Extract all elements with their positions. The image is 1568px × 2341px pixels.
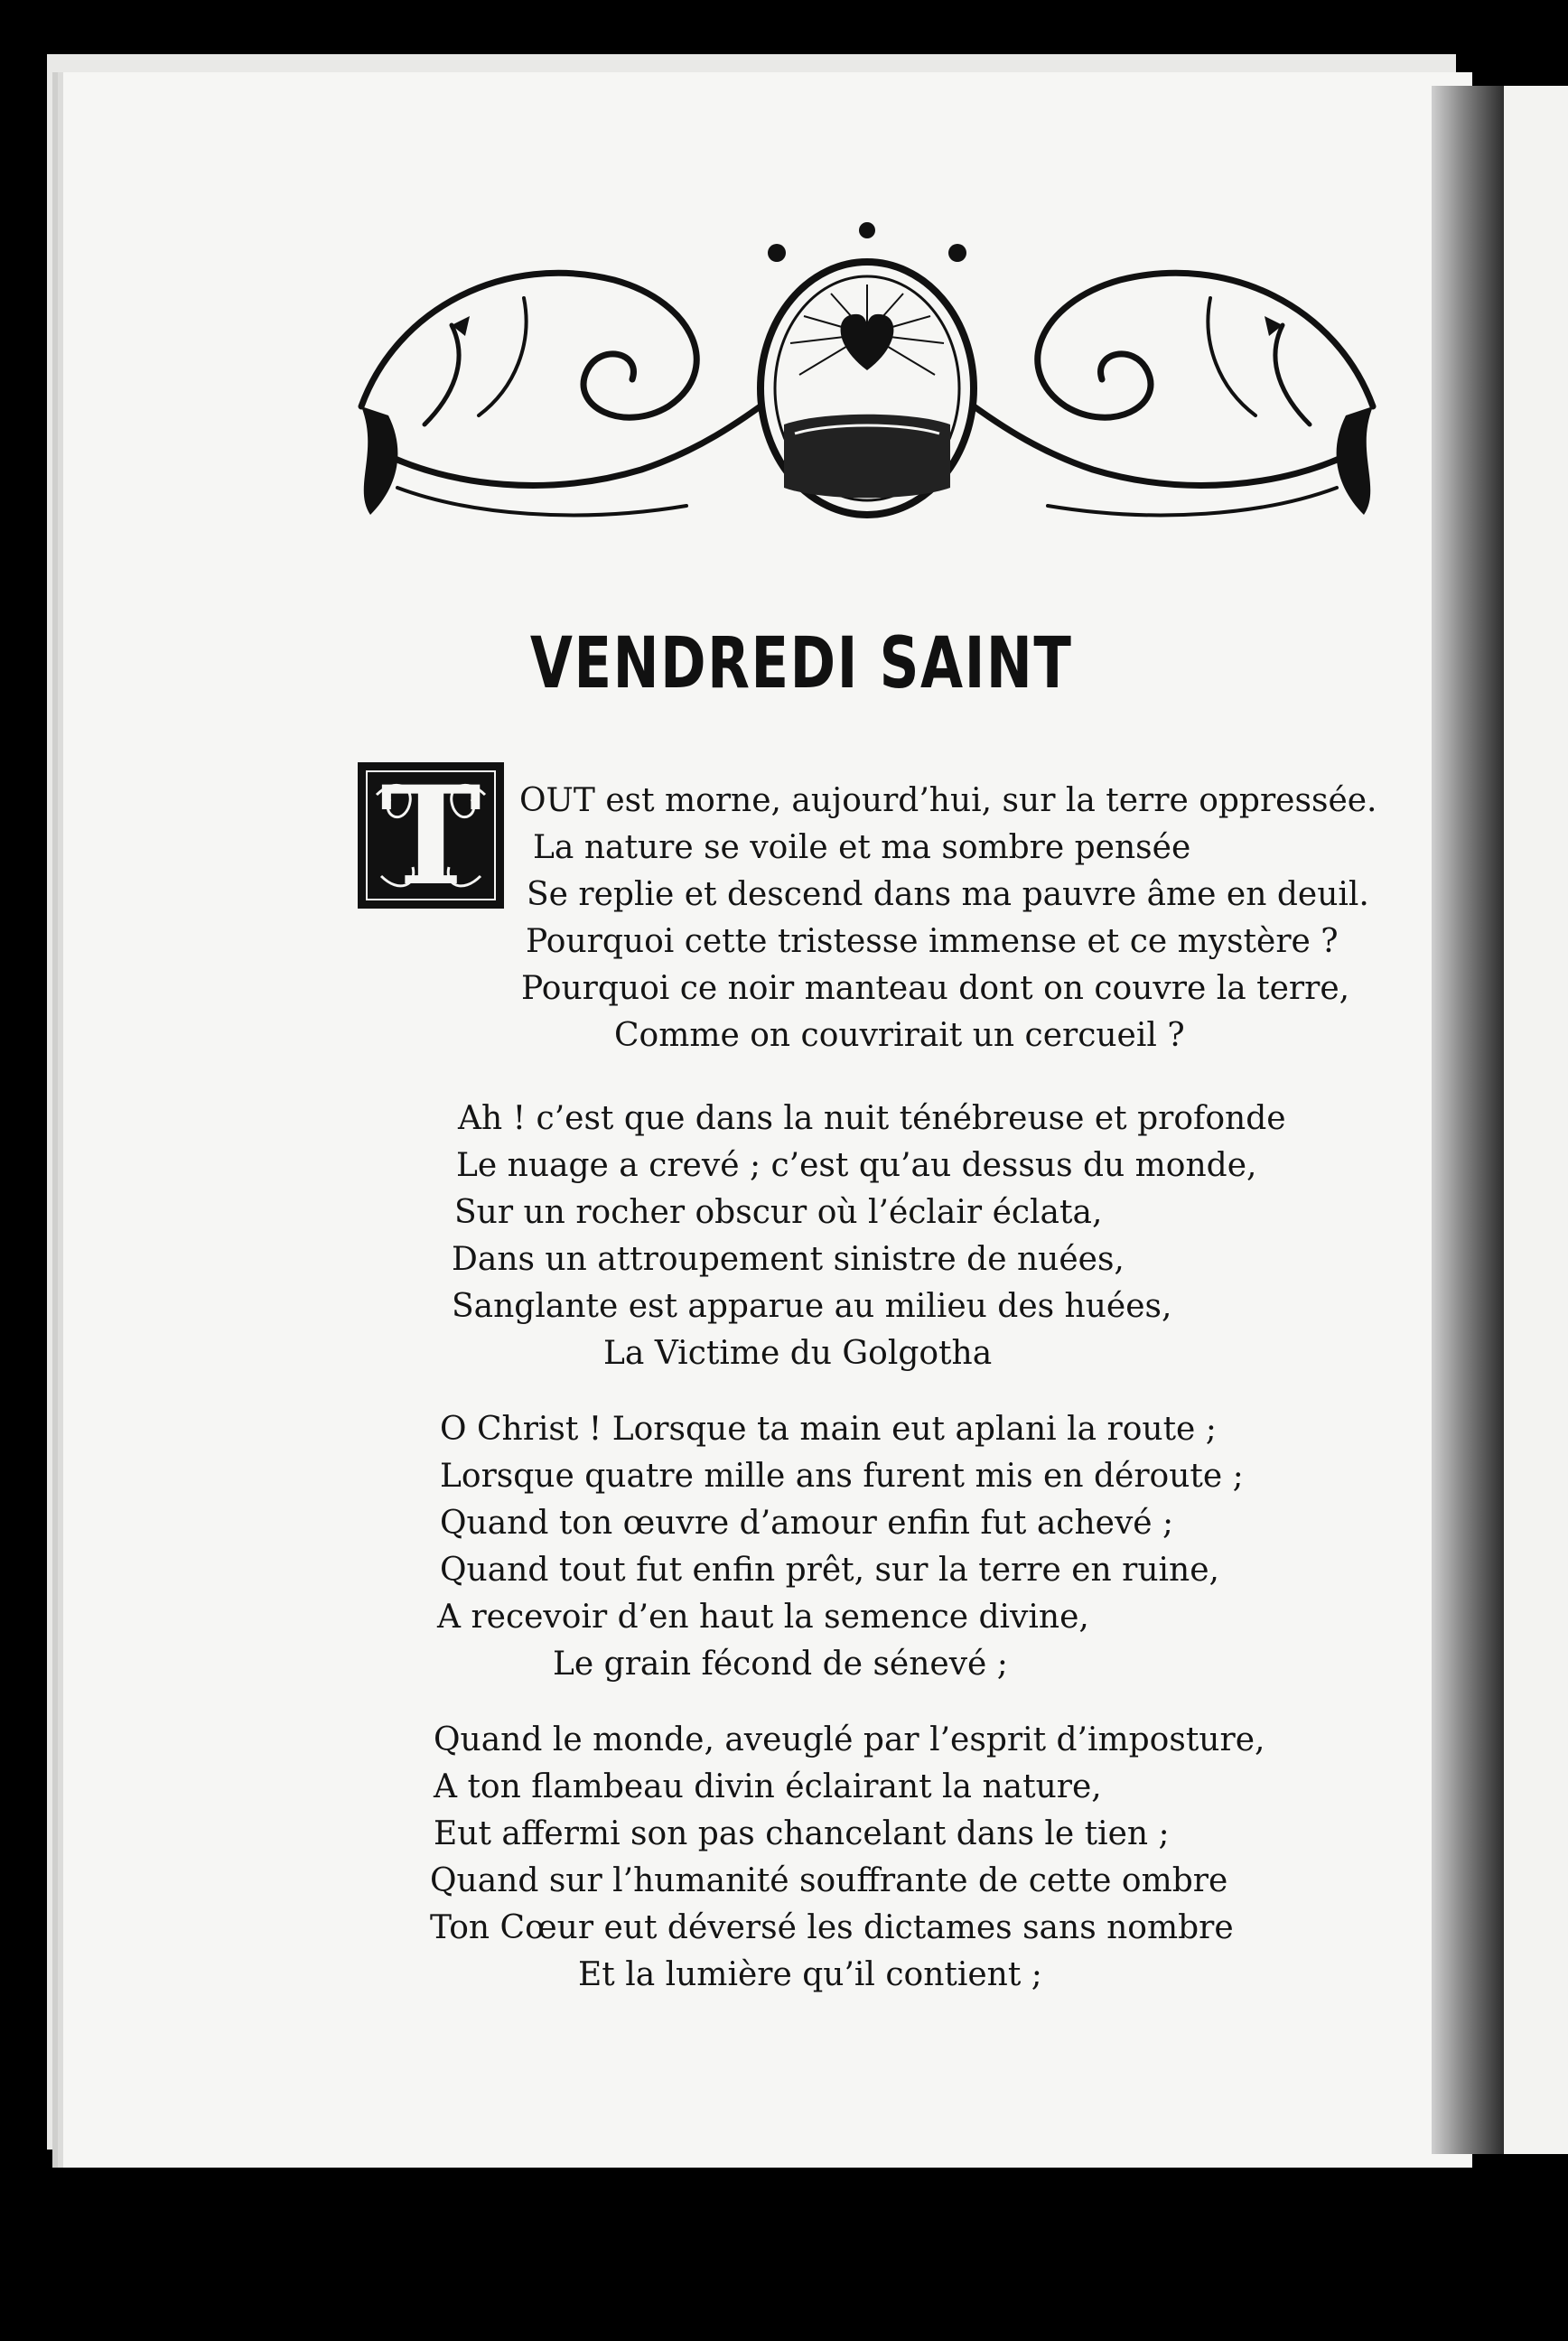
poem-line: Pourquoi cette tristesse immense et ce mystère ? (526, 923, 1339, 960)
poem-line: Comme on couvrirait un cercueil ? (614, 1017, 1185, 1054)
poem-line: Eut affermi son pas chancelant dans le tien ; (434, 1815, 1170, 1852)
poem-line: Le nuage a crevé ; c’est qu’au dessus du monde, (456, 1147, 1257, 1184)
poem-line: A recevoir d’en haut la semence divine, (437, 1599, 1089, 1636)
poem-line: O Christ ! Lorsque ta main eut aplani la route ; (440, 1411, 1217, 1448)
poem-line: Lorsque quatre mille ans furent mis en déroute ; (440, 1458, 1244, 1495)
poem-line: Quand tout fut enfin prêt, sur la terre en ruine, (440, 1552, 1219, 1589)
poem-line: La Victime du Golgotha (603, 1335, 993, 1372)
poem-line: Quand ton œuvre d’amour enfin fut achevé ; (440, 1505, 1174, 1542)
poem-line: Dans un attroupement sinistre de nuées, (452, 1241, 1125, 1278)
drop-cap-letter: T (380, 759, 481, 912)
poem-line: Se replie et descend dans ma pauvre âme en deuil. (527, 876, 1369, 913)
headpiece-ornament (343, 217, 1391, 542)
poem-line: Ah ! c’est que dans la nuit ténébreuse et profonde (458, 1100, 1286, 1137)
poem-line: Pourquoi ce noir manteau dont on couvre la terre, (521, 970, 1350, 1007)
poem-line: Sur un rocher obscur où l’éclair éclata, (454, 1194, 1103, 1231)
poem-line: Et la lumière qu’il contient ; (578, 1956, 1042, 1993)
first-word: OUT (519, 782, 595, 819)
poem-line: Quand sur l’humanité souffrante de cette ombre (430, 1862, 1228, 1899)
poem-title: VENDREDI SAINT (529, 623, 1073, 704)
drop-cap-T (354, 759, 508, 912)
poem-line: Le grain fécond de sénevé ; (553, 1646, 1008, 1683)
poem-line: A ton flambeau divin éclairant la nature, (434, 1768, 1102, 1805)
book-spine-shadow (1432, 86, 1504, 2154)
poem-line: Quand le monde, aveuglé par l’esprit d’imposture, (434, 1721, 1265, 1758)
poem-line: Ton Cœur eut déversé les dictames sans nombre (430, 1909, 1234, 1946)
poem-line: Sanglante est apparue au milieu des huées, (452, 1288, 1172, 1325)
poem-line: La nature se voile et ma sombre pensée (533, 829, 1191, 866)
poem-line: OUT est morne, aujourd’hui, sur la terre oppressée. (519, 782, 1377, 819)
facing-page-edge (1504, 86, 1568, 2154)
